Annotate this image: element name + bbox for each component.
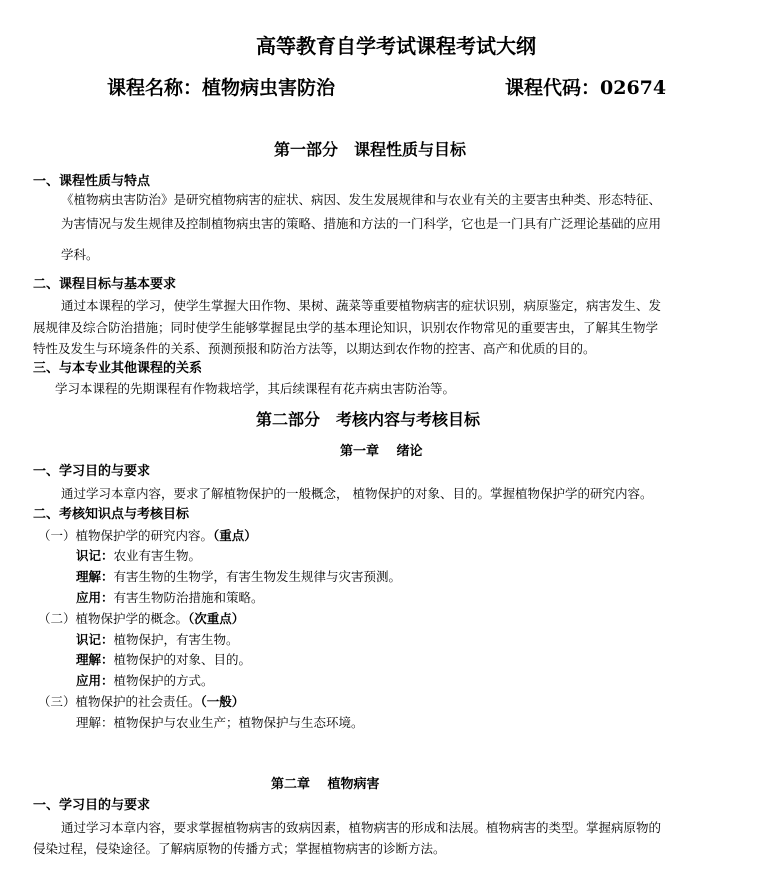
item-level: （重点）: [213, 528, 257, 543]
paragraph-line: 展规律及综合防治措施；同时使学生能够掌握昆虫学的基本理论知识，识别农作物常见的重要害虫，了解其生物学: [33, 320, 659, 335]
item-number: （三）: [38, 694, 76, 709]
requirement-line: [76, 651, 251, 668]
chapter-heading: 第二章 植物病害: [271, 777, 380, 792]
section-heading: 一、课程性质与特点: [33, 174, 151, 189]
section-heading: 一、学习目的与要求: [33, 798, 151, 813]
document-title: 高等教育自学考试课程考试大纲: [256, 34, 536, 58]
requirement-line: [76, 547, 201, 564]
paragraph-line: 通过学习本章内容，要求掌握植物病害的致病因素，植物病害的形成和法展。植物病害的类型。掌握病原物的: [61, 820, 662, 835]
paragraph-line: 学科。: [61, 247, 99, 262]
section-heading: 二、课程目标与基本要求: [33, 277, 177, 292]
paragraph-line: 特性及发生与环境条件的关系、预测预报和防治方法等，以期达到农作物的控害、高产和优质的目的。: [33, 341, 596, 356]
item-number: （一）: [38, 528, 76, 543]
requirement-line: 理解：植物保护与农业生产；植物保护与生态环境。: [76, 715, 364, 730]
section-heading: 三、与本专业其他课程的关系: [33, 361, 203, 376]
item-title: 植物保护学的研究内容。: [75, 528, 214, 543]
requirement-text: 有害生物的生物学，有害生物发生规律与灾害预测。: [113, 569, 402, 584]
paragraph-line: 学习本课程的先期课程有作物栽培学，其后续课程有花卉病虫害防治等。: [55, 381, 456, 396]
section-heading: 二、考核知识点与考核目标: [33, 507, 190, 522]
item-title: 植物保护的社会责任。: [75, 694, 201, 709]
paragraph-line: 通过本课程的学习，使学生掌握大田作物、果树、蔬菜等重要植物病害的症状识别，病原鉴定，病害发生、发: [61, 298, 662, 313]
requirement-line: [76, 672, 214, 689]
item-level: （次重点）: [188, 611, 245, 626]
knowledge-point: [38, 693, 244, 710]
requirement-line: [76, 568, 401, 585]
requirement-line: [76, 631, 239, 648]
requirement-label: 识记：: [76, 548, 114, 563]
requirement-text: 农业有害生物。: [113, 548, 202, 563]
requirement-label: 应用：: [76, 590, 114, 605]
paragraph-line: 侵染过程，侵染途径。了解病原物的传播方式；掌握植物病害的诊断方法。: [33, 841, 446, 856]
requirement-label: 识记：: [76, 632, 114, 647]
requirement-text: 植物保护的方式。: [113, 673, 214, 688]
requirement-text: 有害生物防治措施和策略。: [113, 590, 264, 605]
item-title: 植物保护学的概念。: [75, 611, 189, 626]
requirement-label: 应用：: [76, 673, 114, 688]
course-code: 课程代码：02674: [505, 77, 667, 99]
section-heading: 一、学习目的与要求: [33, 464, 151, 479]
part2-heading: 第二部分 考核内容与考核目标: [256, 410, 481, 429]
item-number: （二）: [38, 611, 76, 626]
course-name: 课程名称：植物病虫害防治: [107, 77, 336, 99]
item-level: （一般）: [200, 694, 245, 709]
knowledge-point: [38, 610, 244, 627]
paragraph-line: 通过学习本章内容，要求了解植物保护的一般概念， 植物保护的对象、目的。掌握植物保护学的研究内容。: [61, 486, 653, 501]
requirement-label: 理解：: [76, 569, 114, 584]
requirement-line: [76, 589, 264, 606]
paragraph-line: 《植物病虫害防治》是研究植物病害的症状、病因、发生发展规律和与农业有关的主要害虫种类、形态特征、: [61, 192, 662, 207]
paragraph-line: 为害情况与发生规律及控制植物病虫害的策略、措施和方法的一门科学，它也是一门具有广泛理论基础的应用: [61, 216, 662, 231]
requirement-text: 植物保护的对象、目的。: [113, 652, 252, 667]
requirement-text: 植物保护，有害生物。: [113, 632, 239, 647]
part1-heading: 第一部分 课程性质与目标: [274, 140, 467, 159]
knowledge-point: [38, 527, 257, 544]
chapter-heading: 第一章 绪论: [340, 444, 423, 459]
requirement-label: 理解：: [76, 652, 114, 667]
